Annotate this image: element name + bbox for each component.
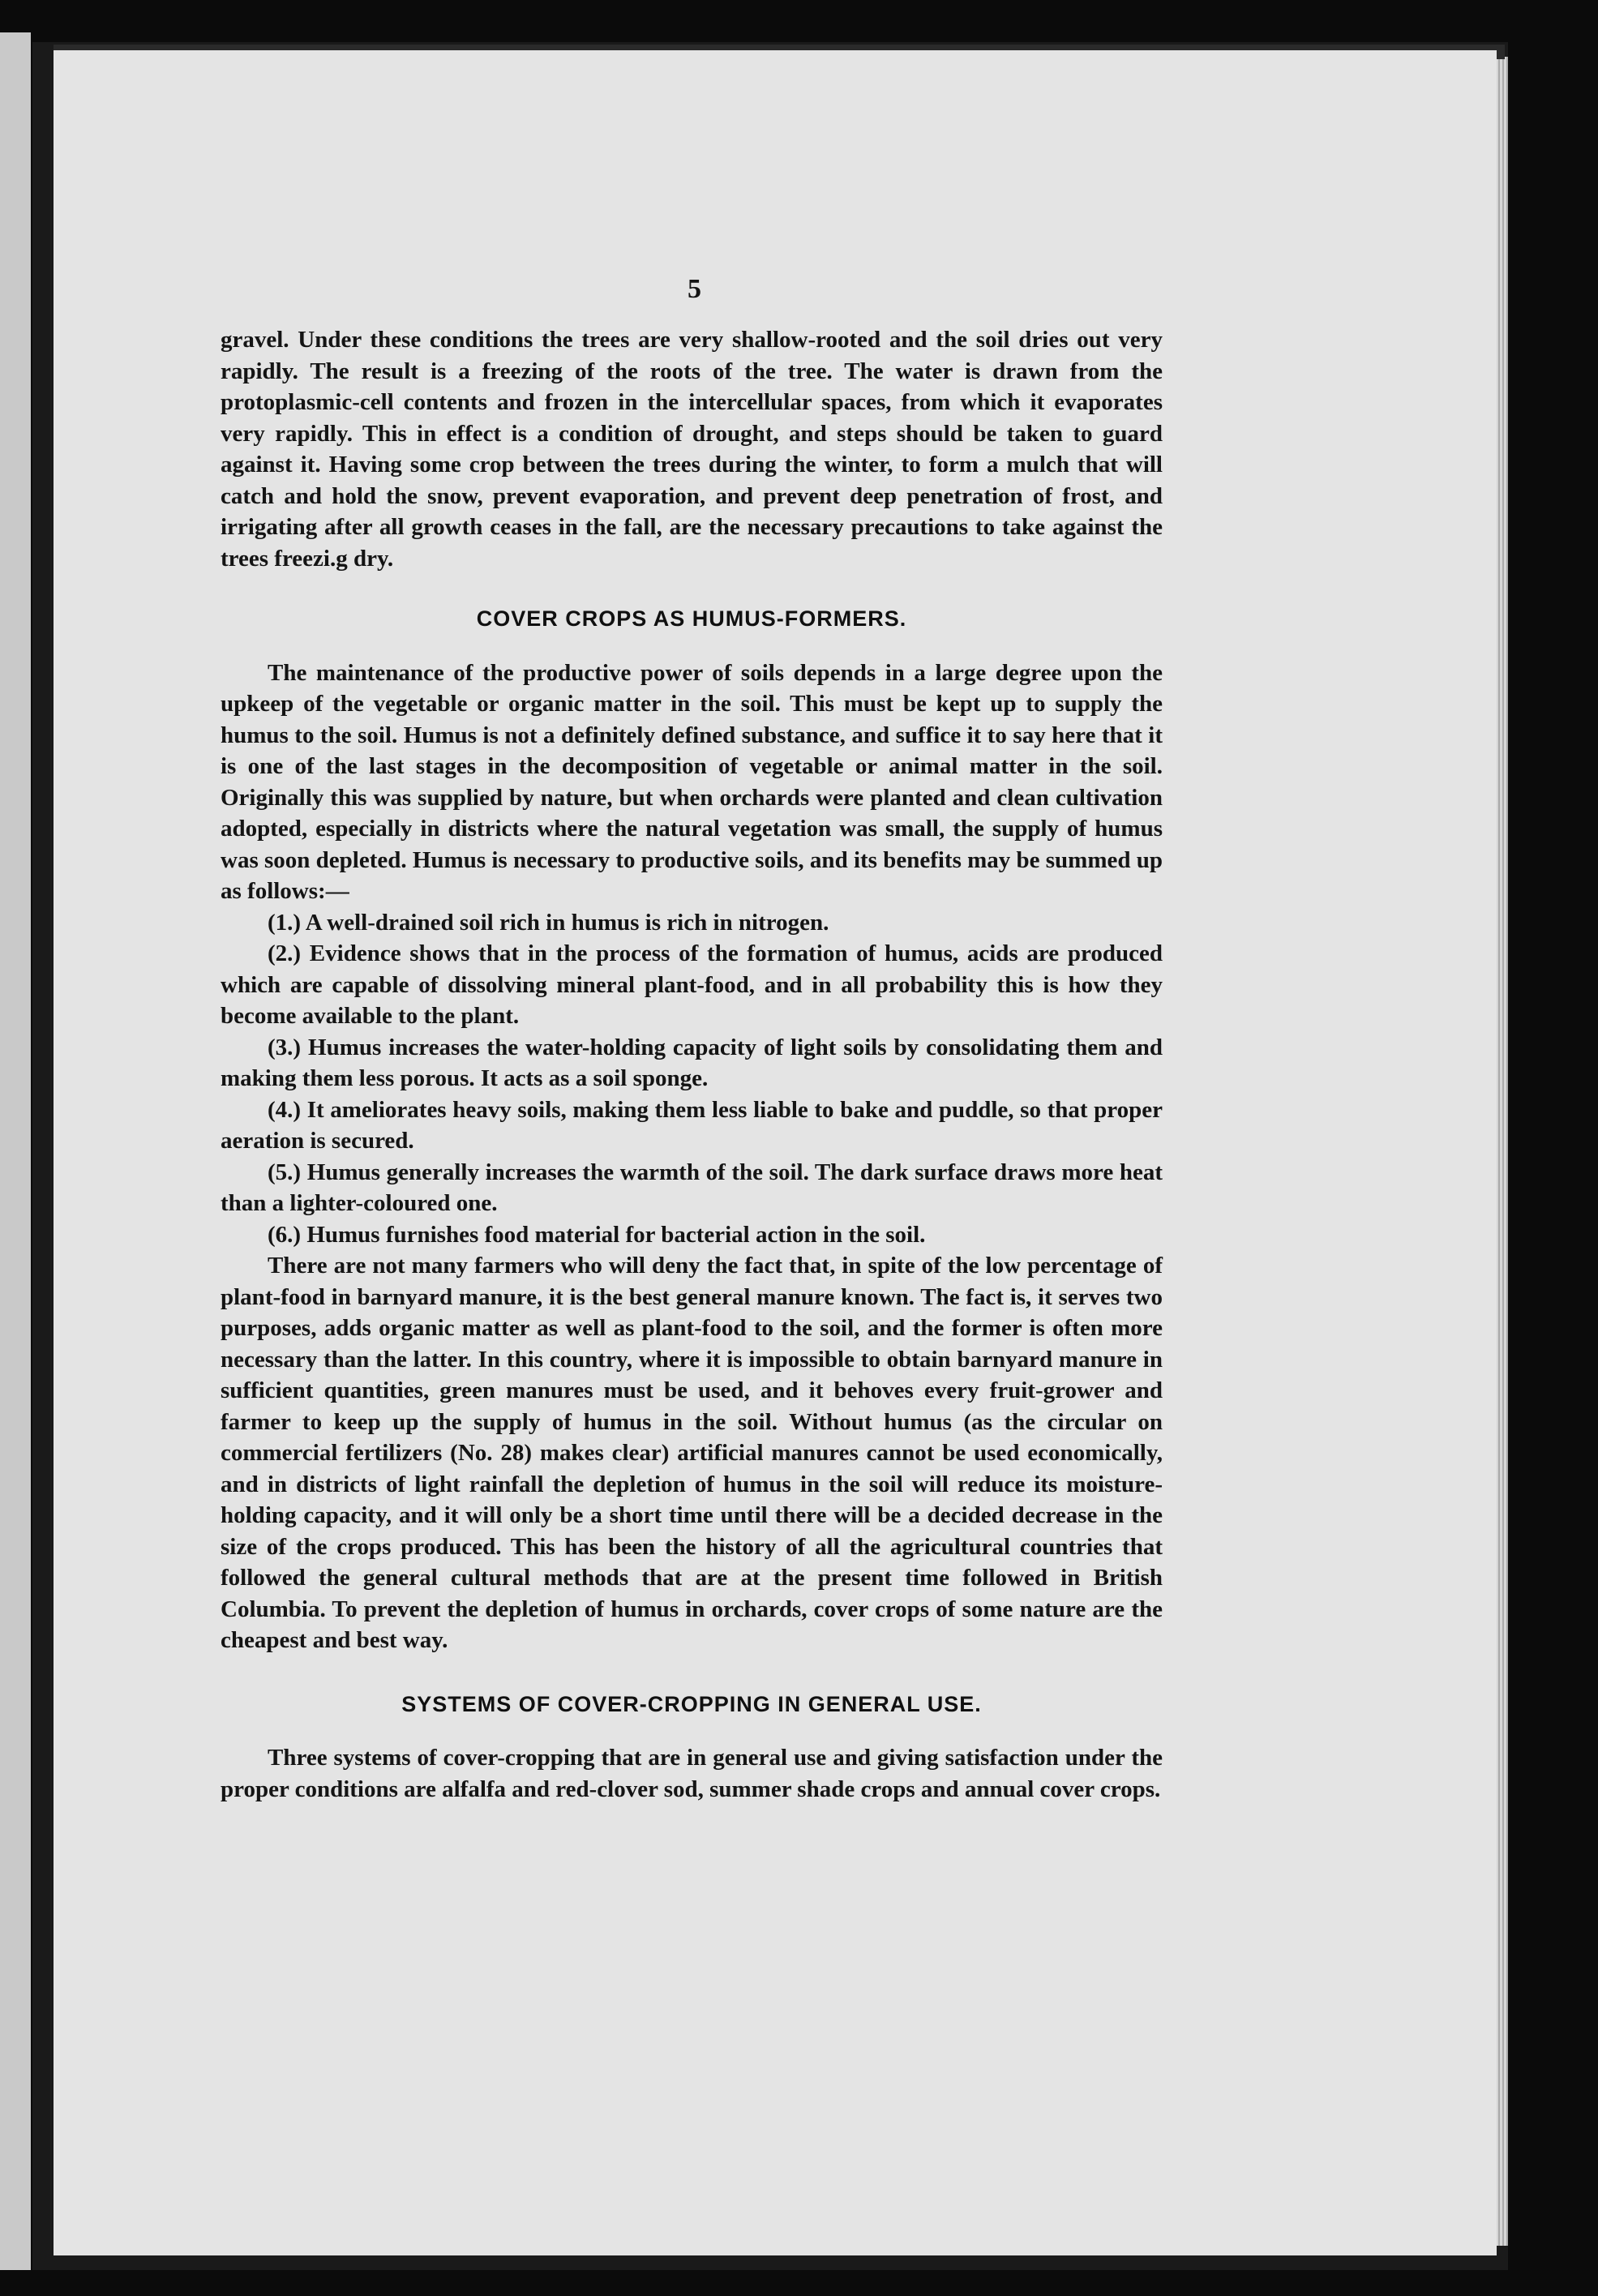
- paragraph-opening: gravel. Under these conditions the trees are very shallow-rooted and the soil dries out very rapidly. The result is a freezing of the roots of the tree. The water is drawn from the protoplasmic-cell contents and frozen in the intercellular spaces, from which it evaporates very rapidly. This in effect is a condition of drought, and steps should be taken to guard against it. Having some crop between the trees during the winter, to form a mulch that will catch and hold the snow, prevent evaporation, and prevent deep penetration of frost, and irrigating after all growth ceases in the fall, are the necessary precautions to take against the trees freezi.g dry.: [221, 327, 1163, 572]
- page-number: 5: [688, 274, 701, 304]
- adjacent-page-edge: [0, 32, 31, 2270]
- paragraph-humus-intro: The maintenance of the productive power of soils depends in a large degree upon the upkeep of the vegetable or organic matter in the soil. This must be kept up to supply the humus to the soil. Humus is not a definitely defined substance, and suffice it to say here that it is one of the last stages in the decomposition of vegetable or animal matter in the soil. Originally this was supplied by nature, but when orchards were planted and clean cultivation adopted, especially in districts where the natural vegetation was small, the supply of humus was soon depleted. Humus is necessary to productive soils, and its benefits may be summed up as follows:—: [221, 659, 1163, 904]
- benefit-item-6: (6.) Humus furnishes food material for bacterial action in the soil.: [268, 1221, 926, 1248]
- paragraph-barnyard-manure: There are not many farmers who will deny the fact that, in spite of the low percentage of plant-food in barnyard manure, it is the best general manure known. The fact is, it serves two purposes, adds organic matter as well as plant-food to the soil, and the former is often more necessary than the latter. In this country, where it is impossible to obtain barnyard manure in sufficient quantities, green manures must be used, and it behoves every fruit-grower and farmer to keep up the supply of humus in the soil. Without humus (as the circular on commercial fertilizers (No. 28) makes clear) artificial manures cannot be used economically, and in districts of light rainfall the depletion of humus in the soil will reduce its moisture-holding capacity, and it will only be a short time until there will be a decided decrease in the size of the crops produced. This has been the history of all the agricultural countries that followed the general cultural methods that are at the present time followed in British Columbia. To prevent the depletion of humus in orchards, cover crops of some nature are the cheapest and best way.: [221, 1253, 1163, 1653]
- paragraph-systems-intro: Three systems of cover-cropping that are in general use and giving satisfaction under the proper conditions are alfalfa and red-clover sod, summer shade crops and annual cover crops.: [221, 1745, 1163, 1802]
- benefit-item-5: (5.) Humus generally increases the warmth of the soil. The dark surface draws more heat than a lighter-coloured one.: [221, 1159, 1163, 1216]
- benefit-item-3: (3.) Humus increases the water-holding capacity of light soils by consolidating them and making them less porous. It acts as a soil sponge.: [221, 1034, 1163, 1091]
- benefit-item-4: (4.) It ameliorates heavy soils, making them less liable to bake and puddle, so that proper aeration is secured.: [221, 1096, 1163, 1154]
- benefit-item-1: (1.) A well-drained soil rich in humus is rich in nitrogen.: [268, 909, 829, 936]
- heading-systems: SYSTEMS OF COVER-CROPPING IN GENERAL USE.: [401, 1691, 982, 1716]
- heading-cover-crops: COVER CROPS AS HUMUS-FORMERS.: [476, 606, 907, 631]
- benefit-item-2: (2.) Evidence shows that in the process of the formation of humus, acids are produced which are capable of dissolving mineral plant-food, and in all probability this is how they become available to the plant.: [221, 940, 1163, 1029]
- page-body: [221, 276, 1163, 1805]
